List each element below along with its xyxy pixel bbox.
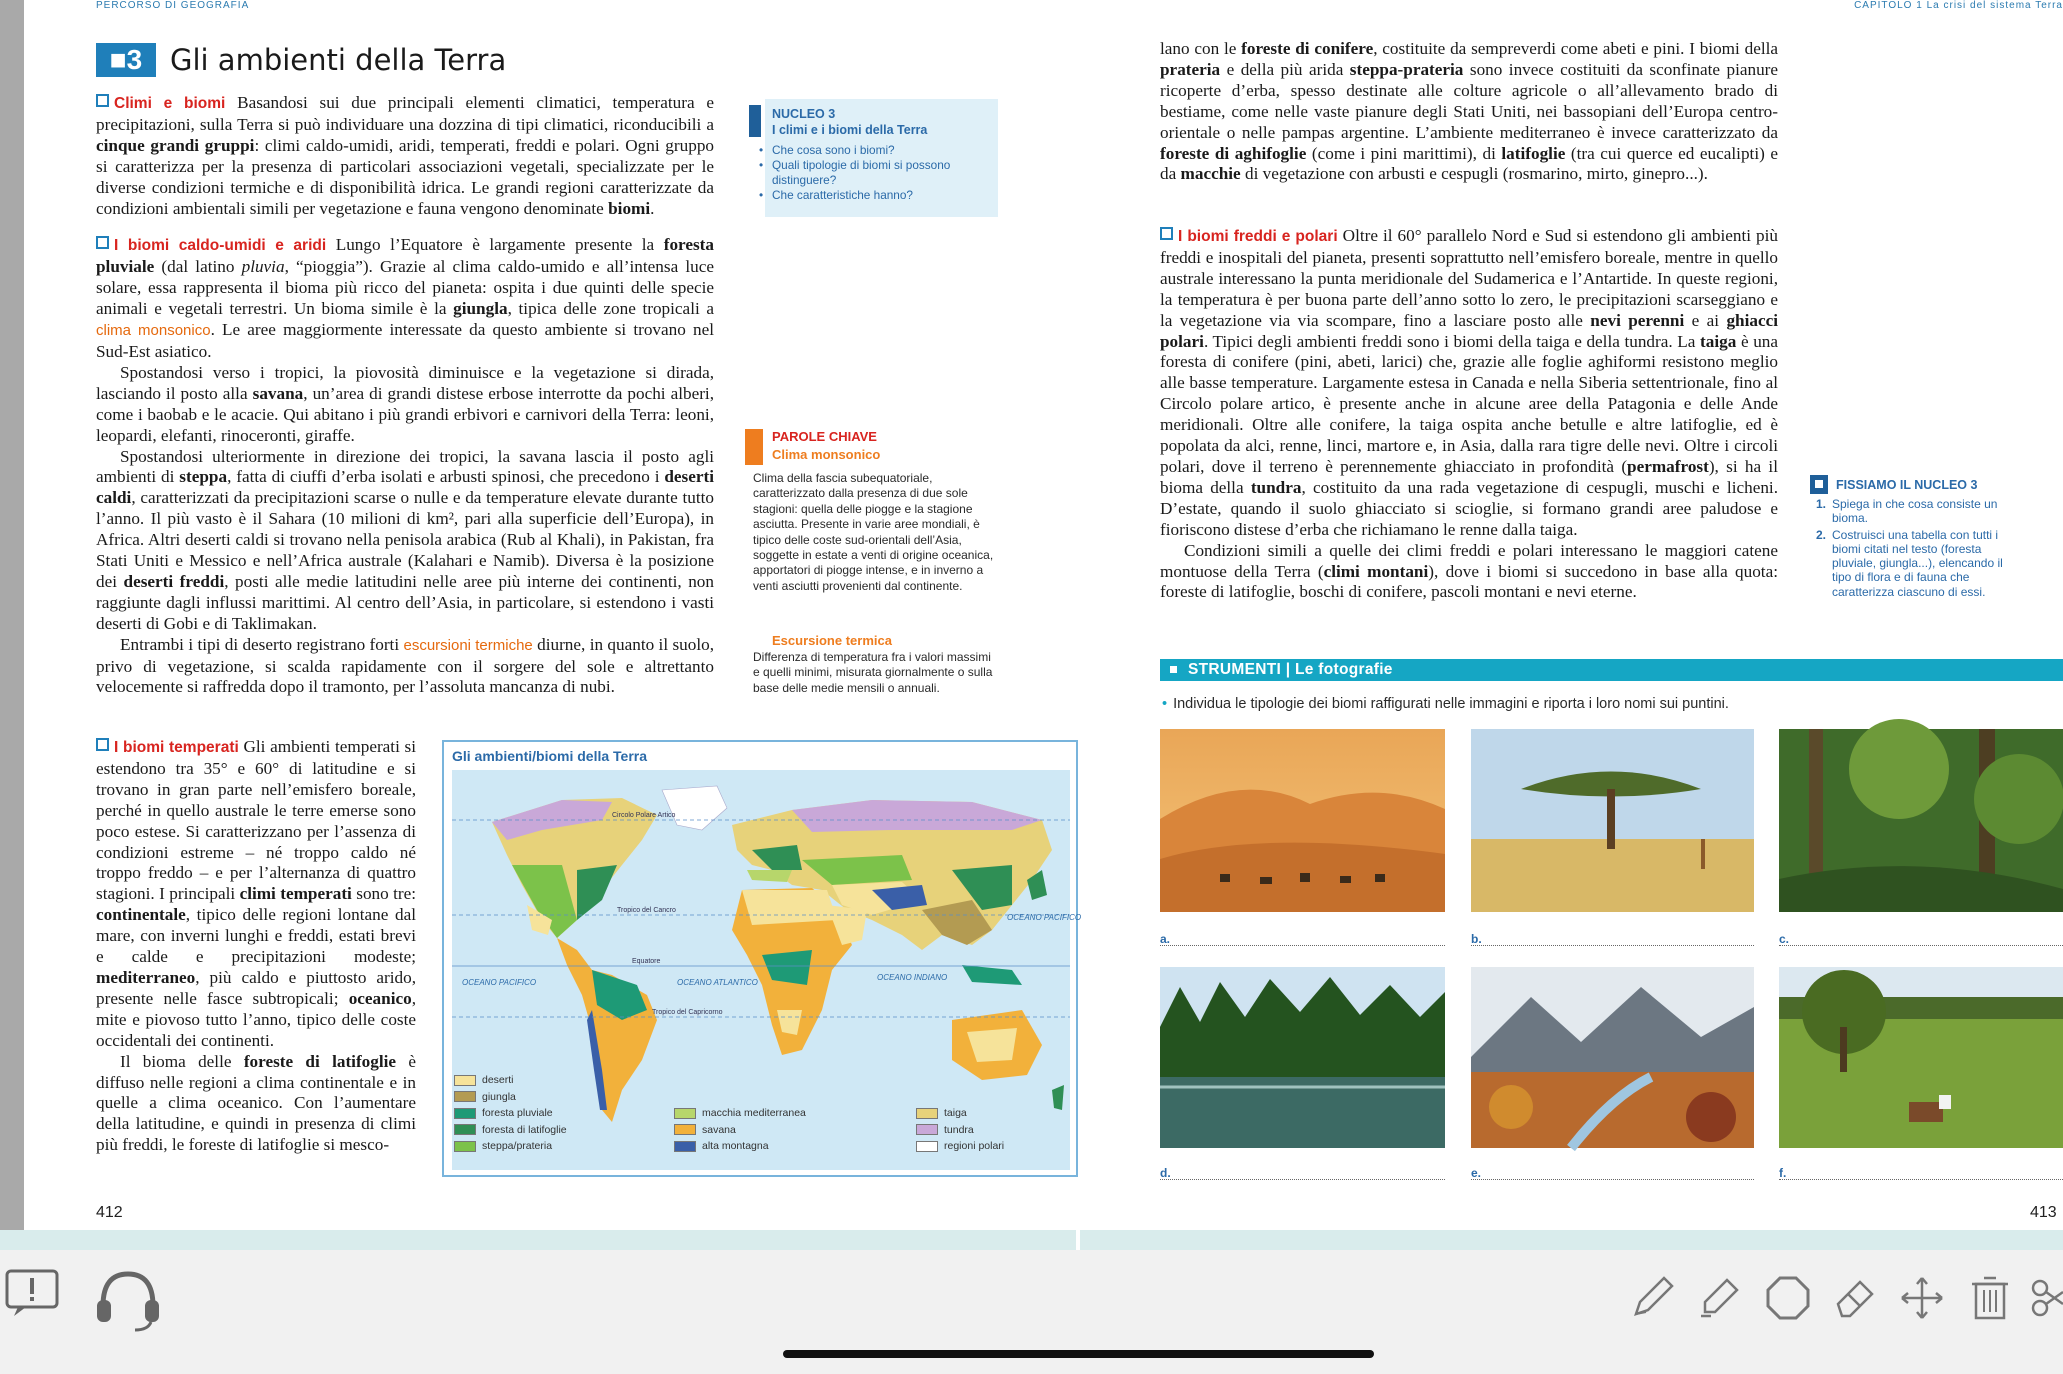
legend-item: deserti [454, 1072, 567, 1089]
legend-item: foresta di latifoglie [454, 1122, 567, 1139]
legend-item: taiga [916, 1105, 1004, 1122]
sahara [742, 890, 837, 925]
label-pacific-west: OCEANO PACIFICO [462, 978, 537, 987]
term-clima-monsonico: Clima monsonico [772, 447, 881, 462]
strumenti-banner: STRUMENTI | Le fotografie [1160, 659, 2063, 681]
viewer-left-edge [0, 0, 24, 1250]
label-arctic-circle: Circolo Polare Artico [612, 812, 676, 819]
fissiamo-marker [1810, 475, 1828, 494]
parole-chiave-marker [745, 429, 763, 465]
left-column-temperati [96, 737, 416, 1156]
label-tropic-cancer: Tropico del Cancro [617, 907, 676, 914]
legend-swatch [916, 1124, 938, 1135]
keyword-clima-monsonico[interactable]: clima monsonico [96, 322, 211, 340]
legend-item: alta montagna [674, 1138, 806, 1155]
label-atlantic: OCEANO ATLANTICO [677, 978, 758, 987]
heading-climi-biomi: Climi e biomi [96, 95, 225, 112]
legend-item: foresta pluviale [454, 1105, 567, 1122]
map-legend-col3 [916, 1105, 1004, 1155]
label-pacific-east: OCEANO PACIFICO [1007, 913, 1082, 922]
legend-item: savana [674, 1122, 806, 1139]
caption-d[interactable]: d. [1160, 1166, 1445, 1180]
legend-swatch [454, 1108, 476, 1119]
legend-swatch [454, 1124, 476, 1135]
fissiamo-title: FISSIAMO IL NUCLEO 3 [1836, 478, 1978, 492]
scissors-icon[interactable] [2030, 1276, 2063, 1320]
fissiamo-item: 1. Spiega in che cosa consiste un bioma. [1816, 497, 1998, 526]
legend-swatch [674, 1124, 696, 1135]
label-tropic-capricorn: Tropico del Capricorno [652, 1009, 723, 1016]
nucleo-question: • Che cosa sono i biomi? [757, 143, 982, 158]
paragraph-climi-biomi: Climi e biomi Basandosi sui due principali elementi climatici, temperatura e precipitazioni, sulla Terra si può individuare una dozzina di tipi climatici, riconducibili a cinque grandi gruppi: climi caldo-umidi, aridi, temperati, freddi e polari. Ogni gruppo si caratterizza per la presenza di particolari associazioni vegetali, specializzate per le diverse condizioni termiche e di disponibilità idrica. Le grandi regioni caratterizzate da condizioni ambientali simili per vegetazione e fauna vengono denominate biomi. [96, 93, 715, 218]
caption-f[interactable]: f. [1779, 1166, 2063, 1180]
heading-freddi-polari: I biomi freddi e polari [1160, 228, 1338, 245]
right-column-text [1160, 39, 1778, 185]
photo-taiga [1160, 967, 1445, 1148]
paragraph-temperati: I biomi temperati Gli ambienti temperati si estendono tra 35° e 60° di latitudine e si trovano in gran parte nell’emisfero boreale, perché in quello australe le terre emerse sono poco estese. Si caratterizzano per l’assenza di condizioni estreme – né troppo caldo né troppo freddo – e per l’alternanza di quattro stagioni. I principali climi temperati sono tre: continentale, tipico delle regioni lontane dal mare, con inverni lunghi e freddi, estati brevi e calde e precipitazioni modeste; mediterraneo, più caldo e piuttosto arido, presente nelle fasce subtropicali; oceanico, mite e piovoso tutto l’anno, tipico delle coste occidentali dei continenti. [96, 737, 417, 1050]
legend-item: tundra [916, 1122, 1004, 1139]
map-legend-col1 [454, 1072, 567, 1155]
section-title [96, 40, 506, 80]
headphones-icon[interactable] [93, 1266, 163, 1332]
keyword-escursioni-termiche[interactable]: escursioni termiche [403, 636, 533, 654]
photo-savanna [1471, 729, 1754, 912]
move-icon[interactable] [1898, 1274, 1946, 1322]
paragraph-conifere-prateria: lano con le foreste di conifere, costituite da sempreverdi come abeti e pini. I biomi della prateria e della più arida steppa-prateria sono invece costituiti da sconfinate pianure ricoperte d’erba, spesso destinate alle colture agricole o all’allevamento brado di bestiame, come nelle vaste pianure degli Stati Uniti, nei bassopiani dell’Europa centro-orientale o nelle pampas argentine. L’ambiente mediterraneo è invece caratterizzato da foreste di aghifoglie (come i pini marittimi), di latifoglie (tra cui querce ed eucalipti) e da macchie di vegetazione con arbusti e cespugli (rosmarino, mirto, ginepro...). [1160, 39, 1779, 184]
photo-temperate-meadow [1779, 967, 2063, 1148]
running-header-left: PERCORSO DI GEOGRAFIA [96, 0, 250, 11]
fissiamo-item: 2. Costruisci una tabella con tutti i biomi citati nel testo (foresta pluviale, giungla...), elencando il tipo di flora e di fauna che caratterizza ciascuno di essi. [1816, 527, 2003, 599]
paragraph-latifoglie: Il bioma delle foreste di latifoglie è diffuso nelle regioni a clima continentale e in quelle a clima oceanico. Con l’aumentare della latitudine, e quindi in presenza di climi più freddi, le foreste di latifoglie si mesco- [96, 1051, 416, 1155]
paragraph-steppa-deserti: Spostandosi ulteriormente in direzione dei tropici, la savana lascia il posto agli ambienti di steppa, fatta di ciuffi d’erba isolati e arbusti spinosi, che precedono i deserti caldi, caratterizzati da precipitazioni scarse o nulle e da temperature elevate durante tutto l’anno. Il più vasto è il Sahara (10 milioni di km², pari alla superficie dell’Europa), in Africa. Altri deserti caldi si trovano nella penisola arabica (Rub al Khali), in Pakistan, fra Stati Uniti e Messico e nell’Africa australe (Kalahari e Namib). Diversa è la posizione dei deserti freddi, posti alle medie latitudini nelle aree più interne dei continenti, non raggiunte dagli influssi marittimi. Al centro dell’Asia, in particolare, si estendono i vasti deserti di Gobi e di Taklimakan. [96, 446, 714, 633]
paragraph-montani: Condizioni simili a quelle dei climi freddi e polari interessano le maggiori catene montuose della Terra (climi montani), dove i biomi si succedono in base alla quota: foreste di latifoglie, boschi di conifere, pascoli montani e nevi eterne. [1160, 540, 1778, 602]
nucleo-question: • Che caratteristiche hanno? [757, 188, 982, 203]
shape-icon[interactable] [1764, 1274, 1812, 1322]
page-bottom-strip [0, 1230, 2063, 1250]
section-number: ■ 3 [96, 43, 156, 77]
caption-e[interactable]: e. [1471, 1166, 1754, 1180]
photo-tundra [1471, 967, 1754, 1148]
section-name: Gli ambienti della Terra [170, 43, 507, 77]
page-number-right: 413 [2030, 1204, 2057, 1221]
nucleo-number: NUCLEO 3 [772, 107, 836, 121]
legend-item: giungla [454, 1089, 567, 1106]
term-escursione-termica: Escursione termica [772, 633, 892, 648]
report-icon[interactable] [4, 1268, 60, 1318]
eraser-icon[interactable] [1832, 1274, 1878, 1320]
strumenti-instruction: • Individua le tipologie dei biomi raffigurati nelle immagini e riporta i loro nomi sui puntini. [1162, 696, 1729, 712]
legend-swatch [916, 1141, 938, 1152]
legend-item: macchia mediterranea [674, 1105, 806, 1122]
pencil-icon[interactable] [1630, 1274, 1676, 1320]
definition-clima-monsonico: Clima della fascia subequatoriale, caratterizzato dalla presenza di due sole stagioni: quella delle piogge e la stagione asciutta. Presente in varie aree mondiali, è tipico delle coste sud-orientali dell’Asia, soggette in estate a venti di origine oceanica, apportatori di piogge intense, e in inverno a venti asciutti provenienti dal continente. [753, 471, 994, 593]
fissiamo-list [1810, 497, 2025, 601]
label-indian: OCEANO INDIANO [877, 973, 948, 982]
paragraph-savana: Spostandosi verso i tropici, la piovosità diminuisce e la vegetazione si dirada, lasciando il posto alla savana, un’area di grandi distese erbose interrotte da pochi alberi, come i baobab e le acacie. Qui abitano i più grandi erbivori e carnivori della Terra: leoni, leopardi, elefanti, rinoceronti, giraffe. [96, 362, 715, 445]
left-column-text [96, 93, 714, 698]
definition-escursione-termica: Differenza di temperatura fra i valori massimi e quelli minimi, misurata giornalmente o sulla base delle medie mensili o annuali. [753, 650, 993, 695]
parole-chiave-title: PAROLE CHIAVE [772, 429, 877, 444]
page-number-left: 412 [96, 1204, 123, 1221]
legend-item: regioni polari [916, 1138, 1004, 1155]
nucleo-title: I climi e i biomi della Terra [772, 123, 928, 137]
legend-swatch [674, 1108, 696, 1119]
running-header-right: CAPITOLO 1 La crisi del sistema Terra [1854, 0, 2063, 11]
nucleo-box [745, 99, 998, 217]
nucleo-questions [757, 143, 982, 203]
legend-swatch [454, 1075, 476, 1086]
legend-swatch [916, 1108, 938, 1119]
photo-rainforest [1779, 729, 2063, 912]
home-indicator[interactable] [783, 1350, 1374, 1358]
label-equator: Equatore [632, 958, 661, 965]
heading-temperati: I biomi temperati [96, 739, 239, 756]
caption-a[interactable]: a. [1160, 932, 1445, 946]
biomes-map [442, 740, 1082, 1177]
marker-icon[interactable] [1697, 1274, 1743, 1320]
legend-swatch [674, 1141, 696, 1152]
photo-desert [1160, 729, 1445, 912]
map-legend-col2 [674, 1105, 806, 1155]
right-column-freddi [1160, 226, 1778, 603]
paragraph-freddi-polari: I biomi freddi e polari Oltre il 60° parallelo Nord e Sud si estendono gli ambienti più freddi e inospitali del pianeta, presenti soprattutto nell’emisfero boreale, mentre in quello australe interessano la punta meridionale del Sudamerica e l’Antartide. In queste regioni, la temperatura è per buona parte dell’anno sotto lo zero, le precipitazioni scarseggiano e la vegetazione via via scompare, fino a lasciare posto alle nevi perenni e ai ghiacci polari. Tipici degli ambienti freddi sono i biomi della taiga e della tundra. La taiga è una foresta di conifere (pini, abeti, larici) che, grazie alle foglie aghiformi resistono meglio alle basse temperature. Largamente estesa in Canada e nella Siberia settentrionale, fino al Circolo polare artico, è presente anche in alcune aree della Patagonia e delle Ande meridionali. Oltre alle conifere, la taiga ospita anche betulle e altre latifoglie, ed è popolata da alci, renne, linci, martore e, in Asia, dalla rara tigre delle nevi. Oltre i circoli polari, dove il terreno è perennemente ghiacciato in profondità (permafrost), si ha il bioma della tundra, costituito da una rada vegetazione di cespugli, muschi e licheni. D’estate, quando il suolo ghiacciato si scioglie, si formano grandi aree paludose e fioriscono distese d’erba che richiamano le renne dalla taiga. [1160, 226, 1779, 539]
legend-item: steppa/prateria [454, 1138, 567, 1155]
caption-b[interactable]: b. [1471, 932, 1754, 946]
heading-caldo-umidi: I biomi caldo-umidi e aridi [96, 237, 326, 254]
legend-swatch [454, 1091, 476, 1102]
legend-swatch [454, 1141, 476, 1152]
caption-c[interactable]: c. [1779, 932, 2063, 946]
nucleo-question: • Quali tipologie di biomi si possono distinguere? [757, 158, 982, 188]
paragraph-escursioni: Entrambi i tipi di deserto registrano forti escursioni termiche diurne, in quanto il suolo, privo di vegetazione, si scalda rapidamente con il sorgere del sole e altrettanto velocemente si raffredda dopo il tramonto, per l’assoluta mancanza di nubi. [96, 634, 714, 697]
map-title: Gli ambienti/biomi della Terra [452, 748, 648, 764]
trash-icon[interactable] [1968, 1274, 2012, 1322]
paragraph-caldo-umidi: I biomi caldo-umidi e aridi Lungo l’Equatore è largamente presente la foresta pluviale (dal latino pluvia, “pioggia”). Grazie al clima caldo-umido e all’intensa luce solare, essa rappresenta il bioma più ricco del pianeta: ospita i due quinti delle specie animali e vegetali terrestri. Un bioma simile è la giungla, tipica delle zone tropicali a clima monsonico. Le aree maggiormente interessate da questo ambiente si trovano nel Sud-Est asiatico. [96, 235, 715, 361]
